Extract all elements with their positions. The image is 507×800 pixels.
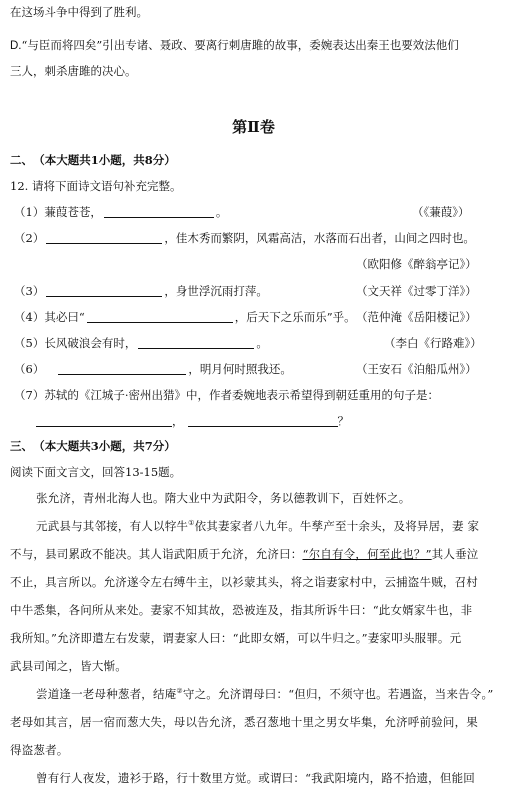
option-d-line1 xyxy=(10,37,459,53)
q12-item-3 xyxy=(14,283,268,299)
section3-header xyxy=(10,438,176,454)
text-run: 尝道逢一老母种葱者，结庵 xyxy=(36,687,177,701)
answer-blank[interactable] xyxy=(46,285,162,297)
q12-item-6-source: （王安石《泊船瓜州》） xyxy=(356,362,477,376)
passage-p1: 张允济，青州北海人也。隋大业中为武阳令，务以德教训下，百姓怀之。 xyxy=(36,491,411,505)
answer-blank[interactable] xyxy=(46,232,162,244)
prev-option-tail: 在这场斗争中得到了胜利。 xyxy=(10,5,148,19)
item-post: 。 xyxy=(215,205,228,219)
answer-blank[interactable] xyxy=(87,311,233,323)
answer-blank[interactable] xyxy=(104,206,214,218)
passage-p4-line1: 曾有行人夜发，遗衫于路，行十数里方觉。或谓曰：“我武阳境内，路不拾遗，但能回 xyxy=(36,771,475,785)
option-d-text: “与臣而将四矣”引出专诸、聂政、要离行刺唐雎的故事，委婉表达出秦王也要效法他们 xyxy=(21,38,459,52)
answer-blank[interactable] xyxy=(188,415,338,427)
q12-item-2-source: （欧阳修《醉翁亭记》） xyxy=(356,257,477,271)
q12-item-5 xyxy=(14,335,268,351)
text-run: 不与，县司累政不能决。其人诣武阳质于允济，允济曰： xyxy=(10,547,303,561)
q12-item-4 xyxy=(14,309,356,325)
passage-p2-line2 xyxy=(10,546,478,562)
q12-item-6 xyxy=(14,361,292,377)
item-sep: ， xyxy=(172,414,184,428)
item-num: （2） xyxy=(14,231,45,245)
passage-p2-line6: 武县司闻之，皆大惭。 xyxy=(10,659,127,673)
text-run: 元武县与其邻接，有人以牸牛 xyxy=(36,519,189,533)
q12-item-7-blanks xyxy=(36,413,349,429)
q12-item-4-source: （范仲淹《岳阳楼记》） xyxy=(356,310,477,324)
underlined-quote: “尔自有令，何至此也？” xyxy=(302,547,432,561)
passage-p3-line1 xyxy=(36,686,494,702)
item-pre: 其必曰“ xyxy=(44,310,85,324)
q12-item-5-source: （李白《行路难》） xyxy=(384,336,482,350)
item-post: ，佳木秀而繁阴，风霜高洁，水落而石出者，山间之四时也。 xyxy=(164,231,475,245)
item-post: ，身世浮沉雨打萍。 xyxy=(164,284,268,298)
section3-num: 三、 xyxy=(10,439,33,453)
section2-header xyxy=(10,152,176,168)
item-pre: 蒹葭苍苍， xyxy=(44,205,102,219)
passage-p3-line3: 得盗葱者。 xyxy=(10,743,69,757)
item-pre: 苏轼的《江城子·密州出猎》中，作者委婉地表示希望得到朝廷重用的句子是： xyxy=(44,388,439,402)
item-post: ，后天下之乐而乐”乎。 xyxy=(234,310,356,324)
item-post: 。 xyxy=(256,336,268,350)
section-title: 第Ⅱ卷 xyxy=(232,118,275,136)
answer-blank[interactable] xyxy=(138,337,254,349)
section2-desc: （本大题共1小题，共8分） xyxy=(39,153,176,167)
item-num: （1） xyxy=(14,205,45,219)
option-d-line2: 三人，刺杀唐雎的决心。 xyxy=(10,64,137,78)
item-num: （6） xyxy=(14,362,45,376)
section3-intro: 阅读下面文言文，回答13-15题。 xyxy=(10,465,182,479)
footnote-marker: ② xyxy=(176,687,183,696)
answer-blank[interactable] xyxy=(58,363,186,375)
q12-item-1-source: （《蒹葭》） xyxy=(412,205,470,219)
passage-p2-line5: 我所知。”允济即遣左右发蒙，谓妻家人曰：“此即女婿，可以牛归之。”妻家叩头服罪。元 xyxy=(10,631,462,645)
item-post: ，明月何时照我还。 xyxy=(188,362,292,376)
item-num: （4） xyxy=(14,310,45,324)
text-run: 守之。允济谓母曰：“但归，不须守也。若遇盗，当来告令。” xyxy=(182,687,494,701)
passage-p2-line3: 不止，具言所以。允济遂令左右缚牛主，以衫蒙其头，将之诣妻家村中，云捕盗牛贼，召村 xyxy=(10,575,478,589)
footnote-marker: ① xyxy=(188,519,195,528)
passage-p3-line2: 老母如其言，居一宿而葱大失，母以告允济，悉召葱地十里之男女毕集，允济呼前验问，果 xyxy=(10,715,478,729)
item-pre: 长风破浪会有时， xyxy=(44,336,137,350)
q12-stem: 12. 请将下面诗文语句补充完整。 xyxy=(10,179,182,193)
item-num: （7） xyxy=(14,388,45,402)
text-run: 其人垂泣 xyxy=(431,547,479,561)
option-d-label: D. xyxy=(10,40,22,52)
passage-p2-line1 xyxy=(36,518,479,534)
item-num: （5） xyxy=(14,336,45,350)
section2-num: 二、 xyxy=(10,153,33,167)
q12-item-7 xyxy=(14,387,439,403)
passage-p2-line4: 中牛悉集，各问所从来处。妻家不知其故，恐被连及，指其所诉牛曰：“此女婿家牛也，非 xyxy=(10,603,473,617)
text-run: 依其妻家者八九年。牛孳产至十余头，及将异居，妻 家 xyxy=(194,519,480,533)
q12-item-3-source: （文天祥《过零丁洋》） xyxy=(356,284,477,298)
answer-blank[interactable] xyxy=(36,415,172,427)
q12-item-1 xyxy=(14,204,227,220)
item-end: ？ xyxy=(337,414,349,428)
item-num: （3） xyxy=(14,284,45,298)
q12-item-2 xyxy=(14,230,475,246)
section3-desc: （本大题共3小题，共7分） xyxy=(39,439,176,453)
